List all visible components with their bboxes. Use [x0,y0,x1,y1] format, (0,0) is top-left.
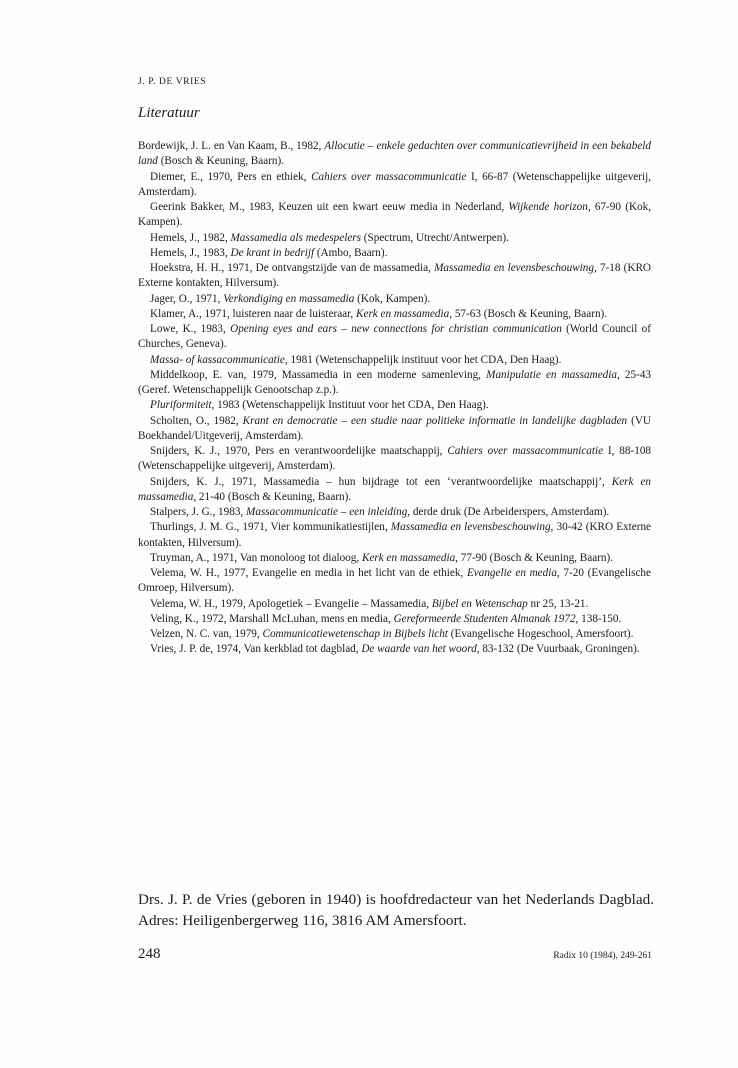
reference-details: (Spectrum, Utrecht/Antwerpen). [361,231,509,244]
reference-author: Snijders, K. J., 1970, Pers en verantwoordelijke maatschappij, [150,445,448,457]
reference-details: 7-20 (Evangelische Omroep, Hilversum). [138,567,651,595]
reference-author: Vries, J. P. de, 1974, Van kerkblad tot dagblad, [150,643,362,656]
reference-author: Stalpers, J. G., 1983, [150,506,247,518]
reference-entry [138,520,651,551]
reference-author: Veling, K., 1972, Marshall McLuhan, mens en media, [150,612,394,625]
reference-details: 1983 (Wetenschappelijk Instituut voor het CDA, Den Haag). [214,399,489,412]
reference-author: Thurlings, J. M. G., 1971, Vier kommunikatiestijlen, [150,521,391,534]
reference-entry [138,627,651,642]
reference-title: Kerk en massamedia, [361,551,458,564]
reference-author: Hoekstra, H. H., 1971, De ontvangstzijde van de massamedia, [150,262,435,274]
reference-author: Geerink Bakker, M., 1983, Keuzen uit een kwart eeuw media in Nederland, [150,201,509,213]
reference-entry [138,642,651,657]
reference-title: Kerk en massamedia, [138,475,651,503]
reference-title: Krant en democratie – een studie naar politieke informatie in landelijke dagbladen [242,414,628,427]
reference-title: Evangelie en media, [466,567,560,579]
reference-entry [138,475,651,506]
reference-details: (Bosch & Keuning, Baarn). [157,155,285,168]
reference-title: Massa- of kassacommunicatie, [150,353,288,366]
reference-entry [138,551,651,566]
reference-list [138,139,651,658]
reference-details: derde druk (De Arbeiderspers, Amsterdam). [410,506,610,518]
reference-details: 57-63 (Bosch & Keuning, Baarn). [452,307,608,320]
reference-title: Cahiers over massacommunicatie [447,445,604,457]
reference-title: Communicatiewetenschap in Bijbels licht [262,628,448,640]
reference-entry [138,231,651,246]
page-number: 248 [138,946,161,962]
reference-details: 30-42 (KRO Externe kontakten, Hilversum). [138,521,652,549]
reference-entry [138,261,651,292]
reference-details: (Kok, Kampen). [354,292,431,305]
reference-entry [138,398,651,413]
journal-citation: Radix 10 (1984), 249-261 [553,951,652,961]
reference-entry [138,246,651,261]
reference-entry [138,322,651,353]
reference-entry [138,566,651,597]
reference-details: 67-90 (Kok, Kampen). [138,201,652,229]
reference-entry [138,200,651,231]
reference-entry [138,368,651,399]
reference-entry [138,444,651,475]
reference-entry [138,505,651,520]
reference-entry [138,597,651,612]
reference-author: Hemels, J., 1982, [150,231,231,244]
reference-author: Lowe, K., 1983, [150,323,231,335]
reference-author: Bordewijk, J. L. en Van Kaam, B., 1982, [138,140,325,152]
reference-author: Velzen, N. C. van, 1979, [150,628,263,640]
author-bio: Drs. J. P. de Vries (geboren in 1940) is hoofdredacteur van het Nederlands Dagblad. Adres: Heiligenbergerweg 116, 3816 AM Amersfoort. [138,891,654,929]
reference-details: 138-150. [578,612,622,625]
reference-title: Massamedia en levensbeschouwing, [390,521,554,534]
reference-entry [138,414,651,445]
reference-entry [138,353,651,368]
reference-details: 25-43 (Geref. Wetenschappelijk Genootschap z.p.). [138,368,652,396]
reference-details: 7-18 (KRO Externe kontakten, Hilversum). [138,262,651,290]
reference-author: Hemels, J., 1983, [150,246,231,259]
reference-details: 1981 (Wetenschappelijk instituut voor het CDA, Den Haag). [287,353,562,366]
reference-author: Velema, W. H., 1977, Evangelie en media in het licht van de ethiek, [150,567,467,579]
reference-details: nr 25, 13-21. [527,597,589,610]
reference-title: De krant in bedrijf [230,246,315,259]
reference-author: Snijders, K. J., 1971, Massamedia – hun bijdrage tot een ‘verantwoordelijke maatschappij’, [150,475,612,488]
reference-title: Massamedia en levensbeschouwing, [434,262,597,274]
reference-title: Massacommunicatie – een inleiding, [246,506,411,518]
reference-title: Opening eyes and ears – new connections for christian communication [230,323,562,335]
reference-title: Pluriformiteit, [150,399,215,412]
reference-details: I, 88-108 (Wetenschappelijke uitgeverij, Amsterdam). [138,445,652,473]
reference-details: (World Council of Churches, Geneva). [138,323,651,351]
reference-author: Scholten, O., 1982, [150,414,243,427]
reference-details: 77-90 (Bosch & Keuning, Baarn). [457,551,614,564]
reference-details: 83-132 (De Vuurbaak, Groningen). [479,643,640,656]
reference-title: Manipulatie en massamedia, [486,368,620,381]
reference-title: Verkondiging en massamedia [223,292,355,305]
reference-details: I, 66-87 (Wetenschappelijke uitgeverij, Amsterdam). [138,170,651,198]
reference-title: Massamedia als medespelers [230,231,361,244]
reference-author: Velema, W. H., 1979, Apologetiek – Evangelie – Massamedia, [150,597,432,610]
reference-author: Klamer, A., 1971, luisteren naar de luisteraar, [150,307,357,320]
reference-entry [138,612,651,627]
reference-title: De waarde van het woord, [361,643,480,656]
reference-details: (VU Boekhandel/Uitgeverij, Amsterdam). [138,414,651,442]
reference-title: Kerk en massamedia, [356,307,453,320]
reference-entry [138,170,651,201]
reference-title: Wijkende horizon, [508,201,591,213]
reference-title: Gereformeerde Studenten Almanak 1972, [393,612,579,625]
reference-title: Bijbel en Wetenschap [431,597,528,610]
reference-entry [138,292,651,307]
reference-author: Diemer, E., 1970, Pers en ethiek, [150,170,312,183]
reference-details: (Ambo, Baarn). [314,246,388,259]
reference-author: Truyman, A., 1971, Van monoloog tot dialoog, [150,551,362,564]
running-head: J. P. DE VRIES [138,77,207,87]
reference-title: Allocutie – enkele gedachten over communicatievrijheid in een bekabeld land [138,140,651,168]
reference-details: (Evangelische Hogeschool, Amersfoort). [447,628,634,640]
reference-author: Middelkoop, E. van, 1979, Massamedia in een moderne samenleving, [150,368,487,381]
reference-title: Cahiers over massacommunicatie [311,170,467,183]
reference-entry [138,307,651,322]
reference-details: 21-40 (Bosch & Keuning, Baarn). [196,490,352,503]
reference-entry [138,139,651,170]
section-title: Literatuur [138,105,200,121]
reference-author: Jager, O., 1971, [150,292,224,305]
